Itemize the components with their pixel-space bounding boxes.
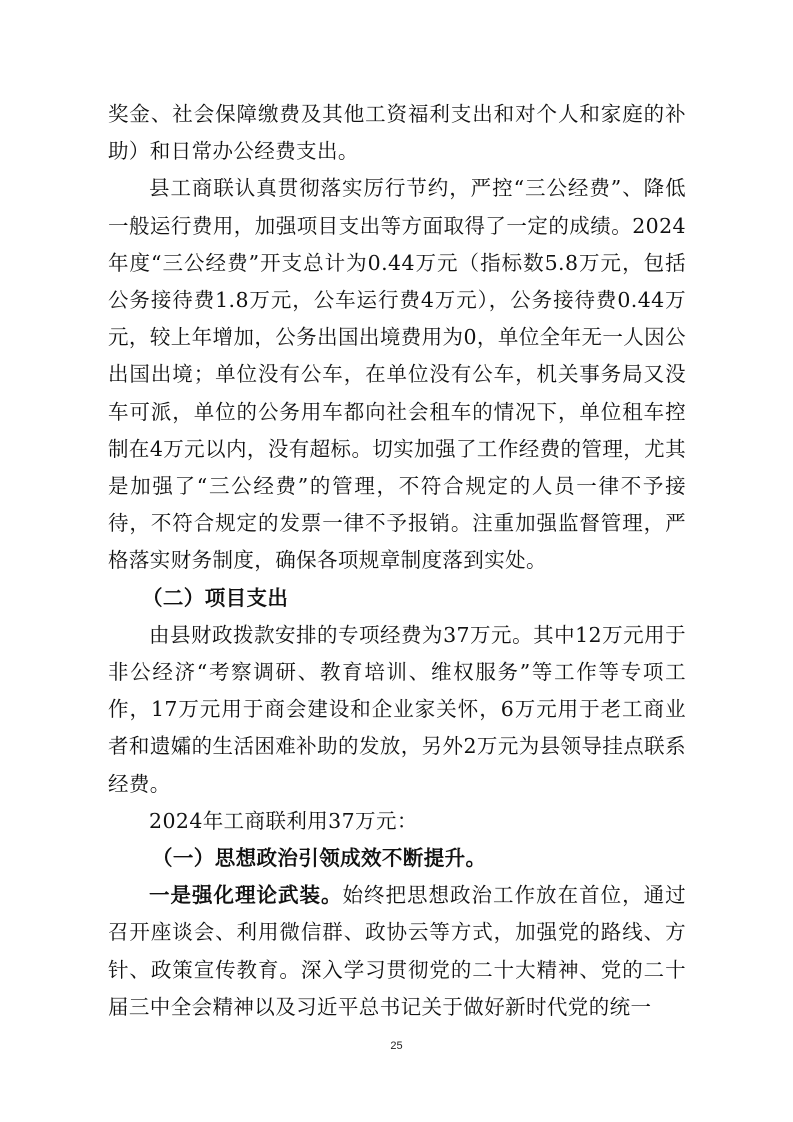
page-body (108, 96, 686, 1026)
paragraph-fund-usage: 2024年工商联利用37万元： (149, 808, 418, 833)
paragraph-body-text: 始终把思想政治工作放在首位，通过召开座谈会、利用微信群、政协云等方式，加强党的路线、方针、政策宣传教育。深入学习贯彻党的二十大精神、党的二十届三中全会精神以及习近平总书记关于做好新时代党的统一 (108, 883, 686, 1019)
paragraph-three-public-expenses: 县工商联认真贯彻落实厉行节约，严控“三公经费”、降低一般运行费用，加强项目支出等方面取得了一定的成绩。2024年度“三公经费”开支总计为0.44万元（指标数5.8万元，包括公务接待费1.8万元，公车运行费4万元），公务接待费0.44万元，较上年增加，公务出国出境费用为0，单位全年无一人因公出国出境；单位没有公车，在单位没有公车，机关事务局又没车可派，单位的公务用车都向社会租车的情况下，单位租车控制在4万元以内，没有超标。切实加强了工作经费的管理，尤其是加强了“三公经费”的管理，不符合规定的人员一律不予接待，不符合规定的发票一律不予报销。注重加强监督管理，严格落实财务制度，确保各项规章制度落到实处。 (108, 176, 686, 573)
paragraph-special-funds: 由县财政拨款安排的专项经费为37万元。其中12万元用于非公经济“考察调研、教育培训、维权服务”等工作等专项工作，17万元用于商会建设和企业家关怀，6万元用于老工商业者和遗孀的生活困难补助的发放，另外2万元为县领导挂点联系经费。 (108, 622, 686, 796)
heading-ideological-guidance: （一）思想政治引领成效不断提升。 (152, 846, 487, 871)
paragraph-lead-phrase: 一是强化理论武装。 (149, 883, 343, 908)
page-number: 25 (390, 1040, 403, 1052)
paragraph-continuation: 奖金、社会保障缴费及其他工资福利支出和对个人和家庭的补助）和日常办公经费支出。 (108, 102, 686, 164)
paragraph-theory-study (108, 877, 686, 1026)
heading-project-expenditure: （二）项目支出 (142, 585, 289, 610)
